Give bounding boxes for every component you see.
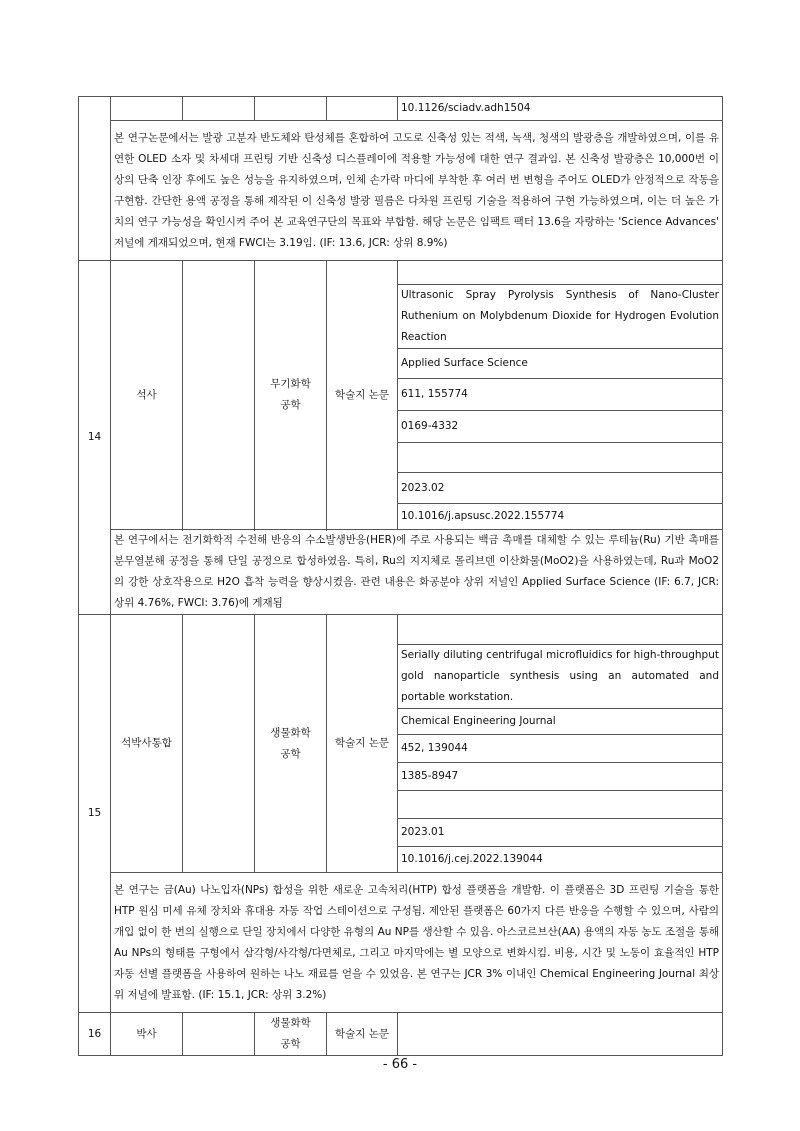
row-14-field bbox=[255, 261, 327, 530]
row-14-doi: 10.1016/j.apsusc.2022.155774 bbox=[398, 504, 723, 530]
row-14-journal: Applied Surface Science bbox=[398, 349, 723, 379]
row-15-blank-1 bbox=[398, 615, 723, 645]
row-14-date: 2023.02 bbox=[398, 473, 723, 504]
row-15-field-text: 생물화학 공학 bbox=[270, 726, 311, 760]
row-15-number: 15 bbox=[79, 615, 111, 1013]
row-16-number: 16 bbox=[79, 1013, 111, 1056]
row-14-title: Ultrasonic Spray Pyrolysis Synthesis of Nano-Cluster Ruthenium on Molybdenum Dioxide for Hydrogen Evolution Reaction bbox=[398, 285, 723, 349]
row-16-empty-cell bbox=[183, 1013, 255, 1056]
row-14-description: 본 연구에서는 전기화학적 수전해 반응의 수소발생반응(HER)에 주로 사용되는 백금 촉매를 대체할 수 있는 루테늄(Ru) 기반 촉매를 분무열분해 공정을 통해 단일 공정으로 합성하였음. 특히, Ru의 지지체로 몰리브덴 이산화물(MoO2)을 사용하였는데, Ru과 MoO2의 강한 상호작용으로 H2O 흡착 능력을 향상시켰음. 관련 내용은 화공분야 상위 저널인 Applied Surface Science (IF: 6.7, JCR: 상위 4.76%, FWCI: 3.76)에 게재됨 bbox=[111, 530, 723, 615]
row-14-blank-1 bbox=[398, 261, 723, 285]
row-16-field-text: 생물화학 공학 bbox=[270, 1017, 311, 1050]
row-16-blank bbox=[398, 1013, 723, 1056]
row-14-number: 14 bbox=[79, 261, 111, 615]
row-15-type: 학술지 논문 bbox=[327, 615, 398, 873]
row-15-title: Serially diluting centrifugal microfluidics for high-throughput gold nanoparticle synthesis using an automated and portable workstation. bbox=[398, 645, 723, 709]
row-15-field bbox=[255, 615, 327, 873]
row-13-degree-cell bbox=[111, 97, 183, 121]
row-14-field-text: 무기화학 공학 bbox=[270, 378, 311, 411]
row-14-empty-cell bbox=[183, 261, 255, 530]
row-15-blank-2 bbox=[398, 791, 723, 819]
row-14-issn: 0169-4332 bbox=[398, 411, 723, 443]
row-13-empty-cell bbox=[183, 97, 255, 121]
row-15-empty-cell bbox=[183, 615, 255, 873]
row-14-volume: 611, 155774 bbox=[398, 379, 723, 411]
row-13-number-cell bbox=[79, 97, 111, 261]
row-14-degree: 석사 bbox=[111, 261, 183, 530]
row-15-date: 2023.01 bbox=[398, 819, 723, 847]
row-15-journal: Chemical Engineering Journal bbox=[398, 709, 723, 735]
row-16-type: 학술지 논문 bbox=[327, 1013, 398, 1056]
row-15-volume: 452, 139044 bbox=[398, 735, 723, 763]
row-15-issn: 1385-8947 bbox=[398, 763, 723, 791]
row-14-blank-2 bbox=[398, 443, 723, 473]
row-13-doi: 10.1126/sciadv.adh1504 bbox=[398, 97, 723, 121]
row-15-doi: 10.1016/j.cej.2022.139044 bbox=[398, 847, 723, 873]
row-15-degree: 석박사통합 bbox=[111, 615, 183, 873]
row-14-type: 학술지 논문 bbox=[327, 261, 398, 530]
row-13-type-cell bbox=[327, 97, 398, 121]
publication-table bbox=[78, 96, 723, 1056]
page-number: - 66 - bbox=[382, 1057, 418, 1072]
row-13-description: 본 연구논문에서는 발광 고분자 반도체와 탄성체를 혼합하여 고도로 신축성 있는 적색, 녹색, 청색의 발광층을 개발하였으며, 이를 유연한 OLED 소자 및 차세대 프린팅 기반 신축성 디스플레이에 적용할 가능성에 대한 연구 결과임. 본 신축성 발광층은 10,000번 이상의 단축 인장 후에도 높은 성능을 유지하였으며, 인체 손가락 마디에 부착한 후 여러 번 변형을 주어도 OLED가 안정적으로 작동을 구현함. 간단한 용액 공정을 통해 제작된 이 신축성 발광 필름은 다차원 프린팅 기술을 적용하여 구현 가능하였으며, 이는 더 높은 가치의 연구 가능성을 확인시켜 주어 본 교육연구단의 목표와 부합함. 해당 논문은 임팩트 팩터 13.6을 자랑하는 'Science Advances' 저널에 게재되었으며, 현재 FWCI는 3.19임. (IF: 13.6, JCR: 상위 8.9%) bbox=[111, 121, 723, 261]
row-16-degree: 박사 bbox=[111, 1013, 183, 1056]
row-13-field-cell bbox=[255, 97, 327, 121]
row-16-field bbox=[255, 1013, 327, 1056]
row-15-description: 본 연구는 금(Au) 나노입자(NPs) 합성을 위한 새로운 고속처리(HTP) 합성 플랫폼을 개발함. 이 플랫폼은 3D 프린팅 기술을 통한 HTP 원심 미세 유체 장치와 휴대용 자동 작업 스테이션으로 구성됨. 제안된 플랫폼은 60가지 다른 반응을 수행할 수 있으며, 사람의 개입 없이 한 번의 실행으로 단일 장치에서 다양한 유형의 Au NP를 생산할 수 있음. 아스코르브산(AA) 용액의 자동 농도 조절을 통해 Au NPs의 형태를 구형에서 삼각형/사각형/다면체로, 그리고 마지막에는 별 모양으로 변화시킴. 비용, 시간 및 노동이 효율적인 HTP 자동 선별 플랫폼을 사용하여 원하는 나노 재료를 얻을 수 있었음. 본 연구는 JCR 3% 이내인 Chemical Engineering Journal 최상위 저널에 발표함. (IF: 15.1, JCR: 상위 3.2%) bbox=[111, 873, 723, 1013]
